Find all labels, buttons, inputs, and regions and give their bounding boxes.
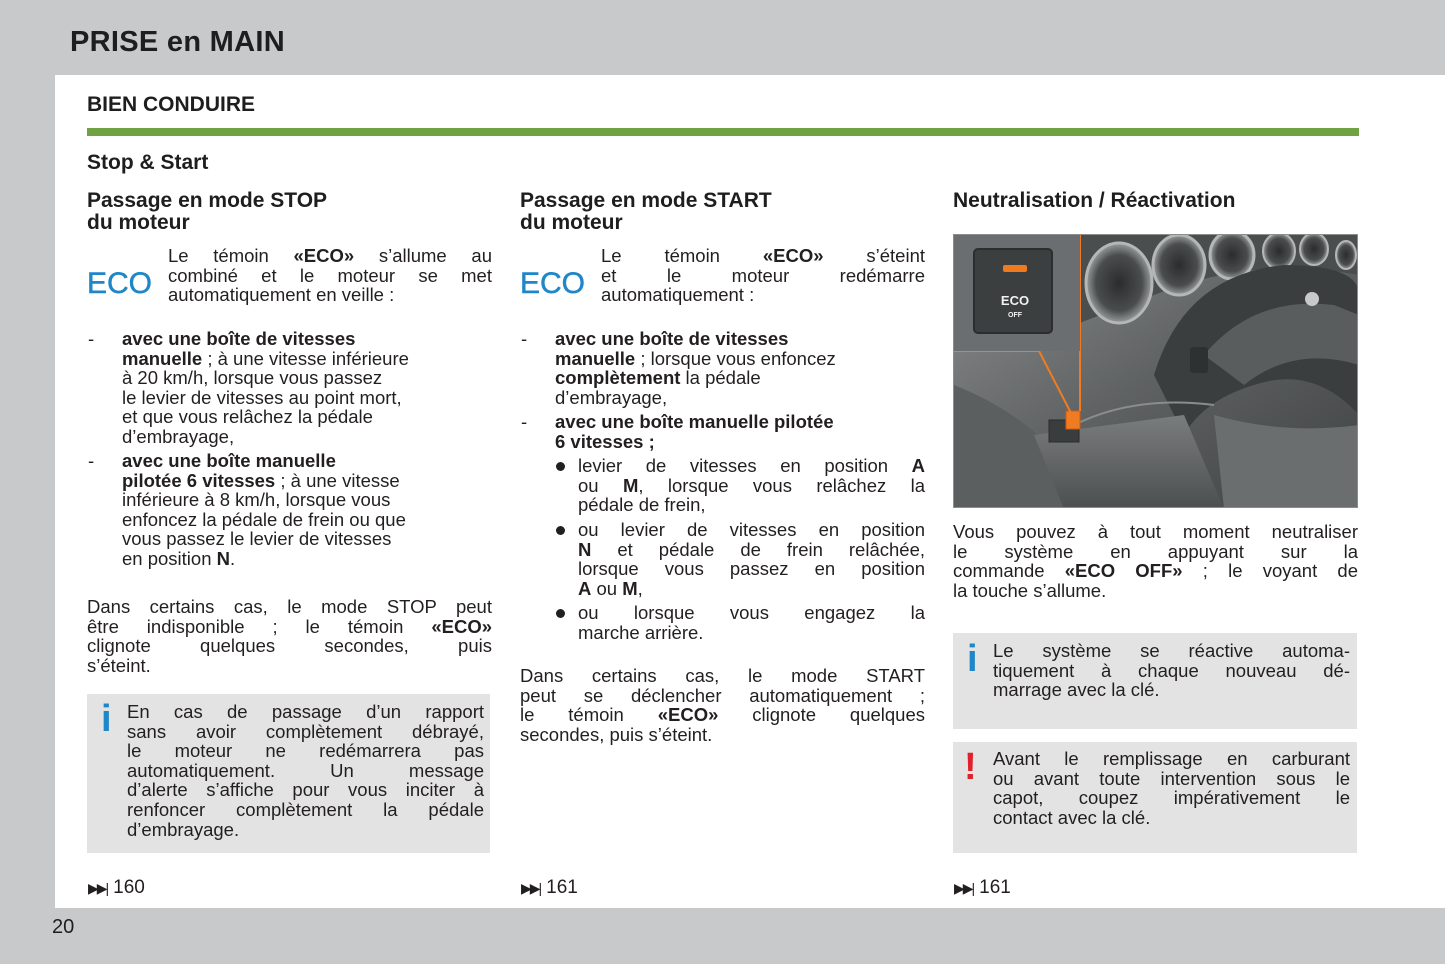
- col2-eco-text: Le témoin «ECO» s’éteint et le moteur redémarre automatiquement :: [601, 245, 925, 306]
- svg-text:ECO: ECO: [520, 267, 586, 300]
- col3-warning-note-text: Avant le remplissage en carburant ou avant toute intervention sous le capot, coupez impérativement le contact avec la clé.: [993, 748, 1350, 828]
- col2-bullet-1: levier de vitesses en position A ou M, lorsque vous relâchez la pédale de frein,: [578, 455, 925, 516]
- col1-page-reference[interactable]: ▶▶| 160: [88, 877, 145, 898]
- col1-paragraph: Dans certains cas, le mode STOP peut être indisponible ; le témoin «ECO» clignote quelques secondes, puis s’éteint.: [87, 596, 492, 676]
- col2-bullet-2: ou levier de vitesses en position N et pédale de frein relâchée, lorsque vous passez en position A ou M,: [578, 519, 925, 599]
- section-title: BIEN CONDUIRE: [87, 93, 256, 116]
- info-icon: i: [967, 638, 978, 680]
- dash-marker: -: [521, 328, 528, 349]
- col2-item-piloted: avec une boîte manuelle pilotée 6 vitesses ;: [555, 411, 834, 452]
- col1-heading: Passage en mode STOP du moteur: [87, 189, 328, 234]
- page-header-title: PRISE en MAIN: [70, 26, 285, 58]
- subsection-title: Stop & Start: [87, 151, 209, 174]
- col2-heading: Passage en mode START du moteur: [520, 189, 772, 234]
- eco-icon: [86, 266, 156, 300]
- eco-icon: [519, 266, 589, 300]
- eco-off-button-sublabel: OFF: [1008, 312, 1022, 319]
- skip-forward-icon: ▶▶|: [954, 880, 974, 896]
- col1-info-note-text: En cas de passage d’un rapport sans avoir complètement débrayé, le moteur ne redémarrera pas automatiquement. Un message d’alerte s’affiche pour vous inciter à renfoncer complètement la pédale d’embrayage.: [127, 701, 484, 840]
- col3-heading: Neutralisation / Réactivation: [953, 189, 1236, 212]
- dash-marker: -: [521, 411, 528, 432]
- bullet-marker: [556, 526, 565, 535]
- col3-paragraph: Vous pouvez à tout moment neutraliser le système en appuyant sur la commande «ECO OFF» ; le voyant de la touche s’allume.: [953, 521, 1358, 601]
- col2-page-reference[interactable]: ▶▶| 161: [521, 877, 578, 898]
- col2-bullet-3: ou lorsque vous engagez la marche arrière.: [578, 602, 925, 643]
- bullet-marker: [556, 609, 565, 618]
- dash-marker: -: [88, 450, 95, 471]
- col3-page-reference[interactable]: ▶▶| 161: [954, 877, 1011, 898]
- svg-text:ECO: ECO: [87, 267, 153, 300]
- warning-icon: !: [964, 746, 977, 788]
- skip-forward-icon: ▶▶|: [88, 880, 108, 896]
- bullet-marker: [556, 462, 565, 471]
- col1-item-manual: avec une boîte de vitesses manuelle ; à une vitesse inférieure à 20 km/h, lorsque vous passez le levier de vitesses au point mort, et que vous relâchez la pédale d’embrayage,: [122, 328, 409, 447]
- info-icon: i: [101, 698, 112, 740]
- section-divider: [87, 128, 1359, 136]
- page-number: 20: [52, 916, 75, 938]
- dashboard-photo: [953, 234, 1358, 508]
- col1-item-piloted: avec une boîte manuelle pilotée 6 vitesses ; à une vitesse inférieure à 8 km/h, lorsque vous enfoncez la pédale de frein ou que vous passez le levier de vitesses en position N.: [122, 450, 406, 569]
- skip-forward-icon: ▶▶|: [521, 880, 541, 896]
- col1-eco-text: Le témoin «ECO» s’allume au combiné et le moteur se met automatiquement en veille :: [168, 245, 492, 306]
- eco-off-button-label: ECO: [1000, 293, 1030, 308]
- col2-paragraph: Dans certains cas, le mode START peut se déclencher automatiquement ; le témoin «ECO» clignote quelques secondes, puis s’éteint.: [520, 665, 925, 745]
- col3-info-note-text: Le système se réactive automa- tiquement à chaque nouveau dé- marrage avec la clé.: [993, 640, 1350, 701]
- dash-marker: -: [88, 328, 95, 349]
- col2-item-manual: avec une boîte de vitesses manuelle ; lorsque vous enfoncez complètement la pédale d’embrayage,: [555, 328, 836, 408]
